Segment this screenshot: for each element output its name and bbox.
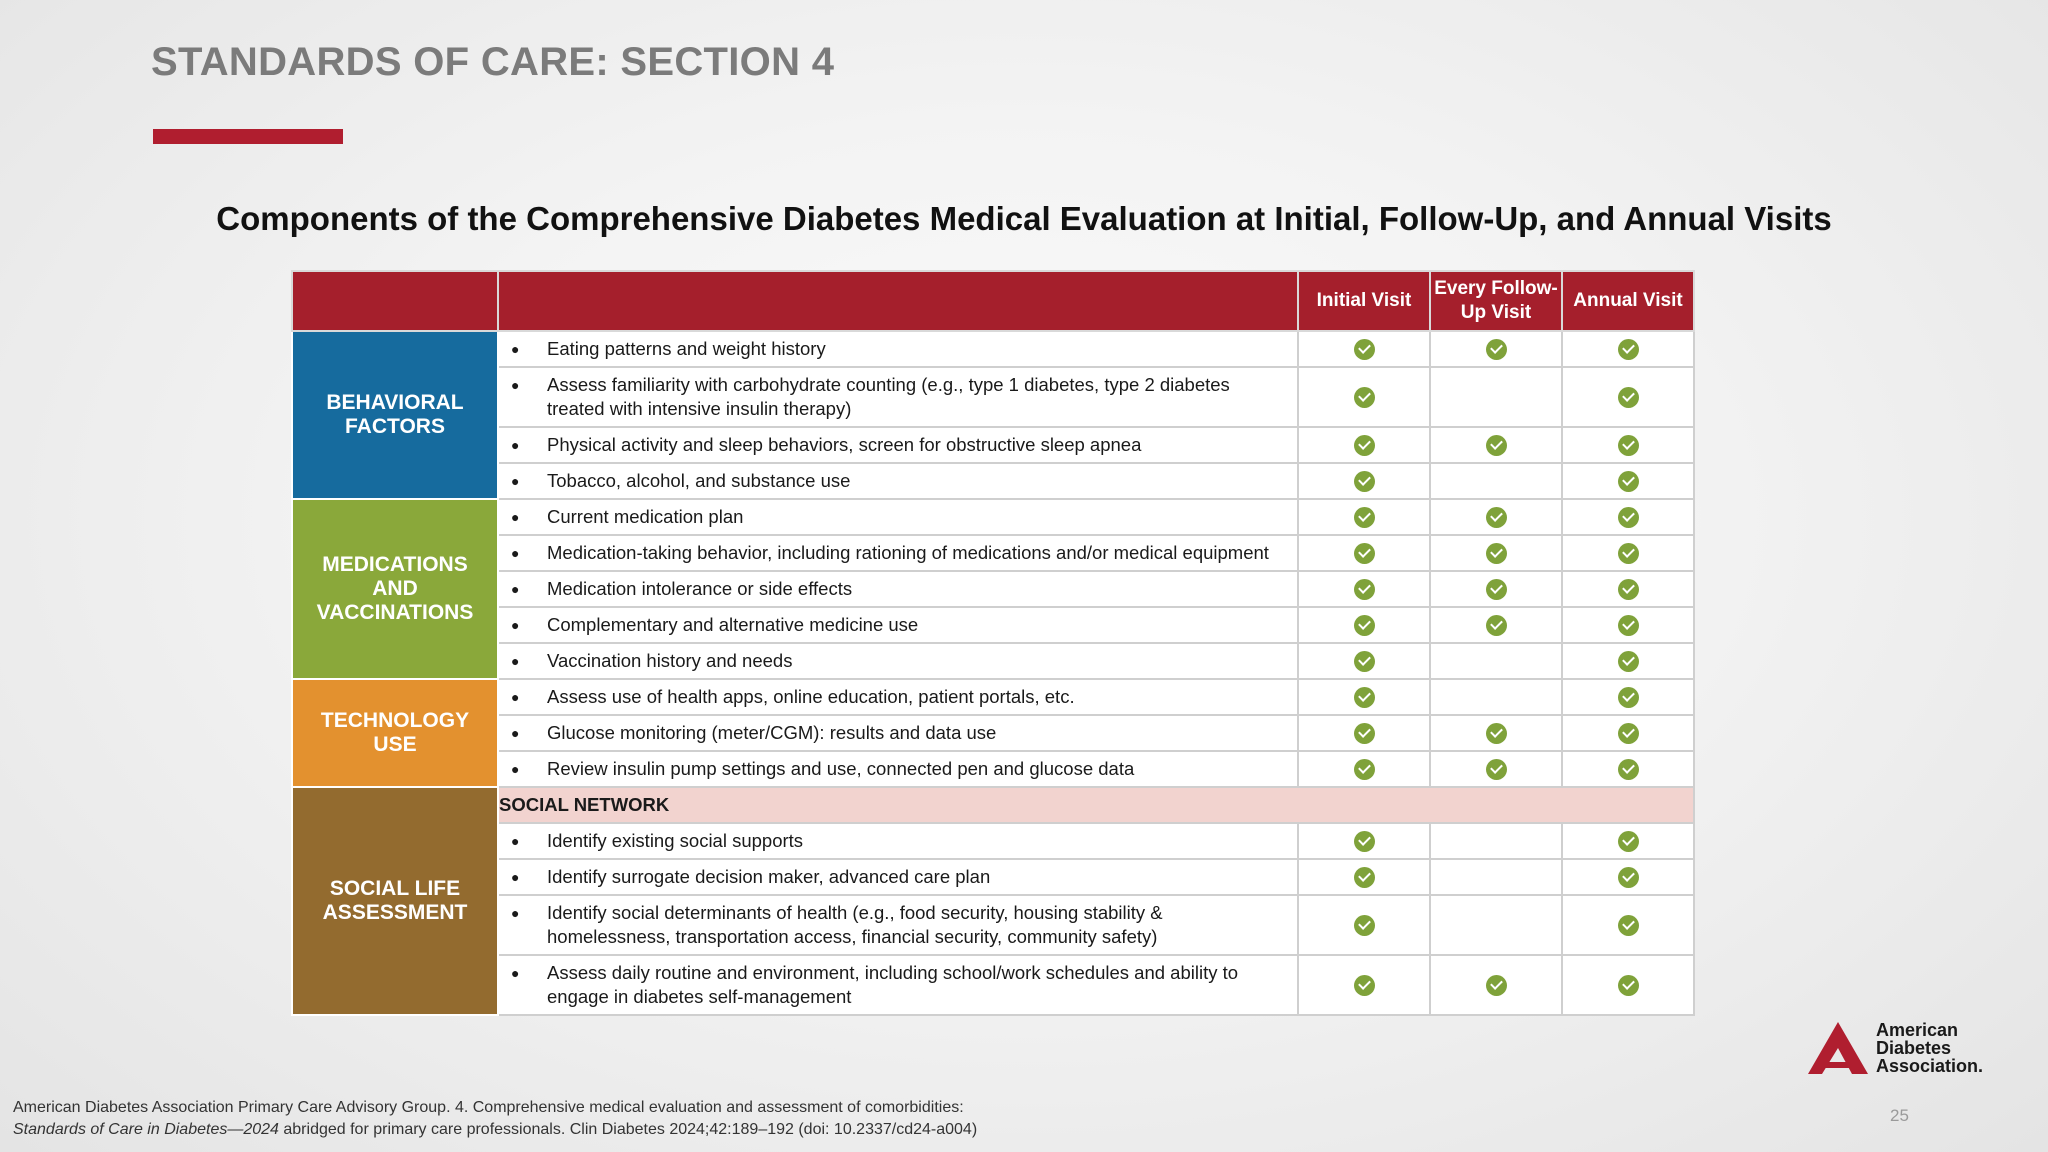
checkmark-icon: [1486, 507, 1507, 528]
component-text: Assess use of health apps, online education, patient portals, etc.: [547, 686, 1075, 707]
table-row: [292, 427, 1694, 463]
checkmark-icon: [1354, 543, 1375, 564]
component-text: Identify existing social supports: [547, 830, 804, 851]
checkmark-icon: [1354, 867, 1375, 888]
bullet-icon: ●: [511, 581, 520, 597]
subheader-social-network: SOCIAL NETWORK: [498, 787, 1694, 823]
checkmark-icon: [1486, 759, 1507, 780]
component-cell: [498, 331, 1298, 367]
visit-annual-cell: [1562, 367, 1694, 427]
title-accent-bar: [153, 129, 343, 144]
checkmark-icon: [1618, 915, 1639, 936]
component-cell: [498, 499, 1298, 535]
table-row: [292, 607, 1694, 643]
logo-line-2: Diabetes: [1876, 1038, 1952, 1058]
checkmark-icon: [1354, 387, 1375, 408]
checkmark-icon: [1354, 687, 1375, 708]
checkmark-icon: [1618, 435, 1639, 456]
component-cell: [498, 463, 1298, 499]
visit-annual-cell: [1562, 331, 1694, 367]
checkmark-icon: [1354, 471, 1375, 492]
table-row: [292, 463, 1694, 499]
category-label: TECHNOLOGY USE: [320, 709, 470, 756]
category-label: MEDICATIONS AND VACCINATIONS: [316, 553, 474, 624]
slide-title: STANDARDS OF CARE: SECTION 4: [151, 40, 835, 84]
component-cell: [498, 535, 1298, 571]
visit-annual-cell: [1562, 607, 1694, 643]
bullet-icon: ●: [511, 965, 520, 981]
ada-logo: [1808, 1020, 1993, 1076]
table-row: [292, 571, 1694, 607]
component-text: Complementary and alternative medicine use: [547, 614, 919, 635]
visit-initial-cell: [1298, 823, 1430, 859]
visit-followup-cell: [1430, 367, 1562, 427]
visit-followup-cell: [1430, 715, 1562, 751]
component-cell: [498, 955, 1298, 1015]
visit-annual-cell: [1562, 751, 1694, 787]
bullet-icon: ●: [511, 653, 520, 669]
component-text: Physical activity and sleep behaviors, screen for obstructive sleep apnea: [547, 434, 1142, 455]
bullet-icon: ●: [511, 725, 520, 741]
checkmark-icon: [1618, 615, 1639, 636]
visit-annual-cell: [1562, 715, 1694, 751]
checkmark-icon: [1486, 723, 1507, 744]
component-text: Eating patterns and weight history: [547, 338, 826, 359]
checkmark-icon: [1486, 615, 1507, 636]
table-title: Components of the Comprehensive Diabetes Medical Evaluation at Initial, Follow-Up, and Annual Visits: [216, 200, 1832, 237]
visit-initial-cell: [1298, 499, 1430, 535]
visit-followup-cell: [1430, 895, 1562, 955]
visit-initial-cell: [1298, 751, 1430, 787]
visit-followup-cell: [1430, 751, 1562, 787]
citation-line2: [13, 1119, 977, 1141]
visit-annual-cell: [1562, 895, 1694, 955]
citation-details: abridged for primary care professionals. Clin Diabetes 2024;42:189–192 (doi: 10.2337/cd24-a004): [278, 1121, 978, 1138]
checkmark-icon: [1618, 759, 1639, 780]
visit-followup-cell: [1430, 679, 1562, 715]
citation: [13, 1097, 977, 1141]
table-row: [292, 823, 1694, 859]
checkmark-icon: [1618, 507, 1639, 528]
header-component-blank: [498, 271, 1298, 331]
bullet-icon: ●: [511, 689, 520, 705]
table-row: [292, 751, 1694, 787]
logo-line-3: Association.: [1876, 1056, 1984, 1076]
visit-initial-cell: [1298, 643, 1430, 679]
visit-followup-cell: [1430, 571, 1562, 607]
citation-journal-title: Standards of Care in Diabetes—2024: [13, 1121, 279, 1138]
table-row: [292, 535, 1694, 571]
component-text: Assess familiarity with carbohydrate counting (e.g., type 1 diabetes, type 2 diabetes treated with intensive insulin therapy): [547, 374, 1230, 419]
component-text: Review insulin pump settings and use, connected pen and glucose data: [547, 758, 1135, 779]
component-text: Glucose monitoring (meter/CGM): results and data use: [547, 722, 997, 743]
checkmark-icon: [1354, 915, 1375, 936]
ada-logo-text: [1876, 1021, 1983, 1075]
logo-line-1: American: [1876, 1020, 1959, 1040]
table-row: [292, 955, 1694, 1015]
visit-followup-cell: [1430, 427, 1562, 463]
visit-initial-cell: [1298, 679, 1430, 715]
component-text: Medication intolerance or side effects: [547, 578, 853, 599]
visit-followup-cell: [1430, 535, 1562, 571]
header-initial-visit: Initial Visit: [1298, 271, 1430, 331]
visit-annual-cell: [1562, 427, 1694, 463]
component-cell: [498, 823, 1298, 859]
bullet-icon: ●: [511, 509, 520, 525]
bullet-icon: ●: [511, 473, 520, 489]
checkmark-icon: [1618, 687, 1639, 708]
bullet-icon: ●: [511, 377, 520, 393]
visit-followup-cell: [1430, 643, 1562, 679]
table-row: [292, 499, 1694, 535]
bullet-icon: ●: [511, 437, 520, 453]
checkmark-icon: [1354, 579, 1375, 600]
checkmark-icon: [1486, 435, 1507, 456]
visit-annual-cell: [1562, 955, 1694, 1015]
component-cell: [498, 571, 1298, 607]
checkmark-icon: [1618, 651, 1639, 672]
checkmark-icon: [1354, 651, 1375, 672]
component-cell: [498, 679, 1298, 715]
visit-initial-cell: [1298, 895, 1430, 955]
checkmark-icon: [1618, 543, 1639, 564]
checkmark-icon: [1354, 759, 1375, 780]
visit-annual-cell: [1562, 463, 1694, 499]
checkmark-icon: [1354, 831, 1375, 852]
header-category-blank: [292, 271, 498, 331]
visit-followup-cell: [1430, 331, 1562, 367]
checkmark-icon: [1618, 975, 1639, 996]
bullet-icon: ●: [511, 545, 520, 561]
table-body: [292, 331, 1694, 1015]
checkmark-icon: [1354, 339, 1375, 360]
component-text: Medication-taking behavior, including rationing of medications and/or medical equipment: [547, 542, 1269, 563]
bullet-icon: ●: [511, 869, 520, 885]
checkmark-icon: [1618, 471, 1639, 492]
category-behavioral-factors: [292, 331, 498, 499]
bullet-icon: ●: [511, 905, 520, 921]
category-social-life-assessment: [292, 787, 498, 1015]
subheader-row: [292, 787, 1694, 823]
visit-initial-cell: [1298, 955, 1430, 1015]
bullet-icon: ●: [511, 617, 520, 633]
visit-annual-cell: [1562, 823, 1694, 859]
component-cell: [498, 715, 1298, 751]
visit-initial-cell: [1298, 331, 1430, 367]
component-text: Vaccination history and needs: [547, 650, 793, 671]
table-row: [292, 859, 1694, 895]
category-label: SOCIAL LIFE ASSESSMENT: [322, 877, 468, 924]
visit-followup-cell: [1430, 607, 1562, 643]
checkmark-icon: [1618, 831, 1639, 852]
category-medications-vaccinations: [292, 499, 498, 679]
bullet-icon: ●: [511, 833, 520, 849]
checkmark-icon: [1354, 507, 1375, 528]
header-annual-visit: Annual Visit: [1562, 271, 1694, 331]
component-cell: [498, 751, 1298, 787]
checkmark-icon: [1354, 615, 1375, 636]
bullet-icon: ●: [511, 761, 520, 777]
checkmark-icon: [1618, 579, 1639, 600]
table-row: [292, 679, 1694, 715]
visit-annual-cell: [1562, 571, 1694, 607]
component-cell: [498, 367, 1298, 427]
visit-annual-cell: [1562, 535, 1694, 571]
checkmark-icon: [1354, 975, 1375, 996]
checkmark-icon: [1354, 723, 1375, 744]
component-text: Assess daily routine and environment, including school/work schedules and ability to engage in diabetes self-management: [547, 962, 1239, 1007]
checkmark-icon: [1618, 867, 1639, 888]
component-cell: [498, 895, 1298, 955]
component-cell: [498, 607, 1298, 643]
visit-annual-cell: [1562, 643, 1694, 679]
checkmark-icon: [1354, 435, 1375, 456]
page-number: 25: [1890, 1106, 1909, 1125]
checkmark-icon: [1486, 339, 1507, 360]
visit-followup-cell: [1430, 823, 1562, 859]
visit-initial-cell: [1298, 463, 1430, 499]
visit-followup-cell: [1430, 463, 1562, 499]
visit-initial-cell: [1298, 715, 1430, 751]
header-followup-visit: Every Follow-Up Visit: [1430, 271, 1562, 331]
visit-annual-cell: [1562, 499, 1694, 535]
citation-line1: American Diabetes Association Primary Care Advisory Group. 4. Comprehensive medical evaluation and assessment of comorbidities:: [13, 1099, 964, 1116]
visit-annual-cell: [1562, 859, 1694, 895]
visit-followup-cell: [1430, 955, 1562, 1015]
component-cell: [498, 427, 1298, 463]
table-row: [292, 715, 1694, 751]
table-row: [292, 331, 1694, 367]
table-header-row: [292, 271, 1694, 331]
component-cell: [498, 859, 1298, 895]
component-text: Tobacco, alcohol, and substance use: [547, 470, 851, 491]
visit-initial-cell: [1298, 571, 1430, 607]
checkmark-icon: [1618, 387, 1639, 408]
table-row: [292, 643, 1694, 679]
visit-initial-cell: [1298, 367, 1430, 427]
visit-initial-cell: [1298, 607, 1430, 643]
bullet-icon: ●: [511, 341, 520, 357]
component-text: Current medication plan: [547, 506, 744, 527]
visit-annual-cell: [1562, 679, 1694, 715]
visit-initial-cell: [1298, 427, 1430, 463]
component-text: Identify social determinants of health (e.g., food security, housing stability & homelessness, transportation access, financial security, community safety): [547, 902, 1163, 947]
category-label: BEHAVIORAL FACTORS: [326, 391, 464, 438]
component-cell: [498, 643, 1298, 679]
checkmark-icon: [1486, 543, 1507, 564]
ada-triangle-icon: [1808, 1020, 1870, 1076]
visit-initial-cell: [1298, 859, 1430, 895]
checkmark-icon: [1618, 339, 1639, 360]
checkmark-icon: [1618, 723, 1639, 744]
table-row: [292, 367, 1694, 427]
visit-initial-cell: [1298, 535, 1430, 571]
visit-followup-cell: [1430, 499, 1562, 535]
component-text: Identify surrogate decision maker, advanced care plan: [547, 866, 991, 887]
table-row: [292, 895, 1694, 955]
checkmark-icon: [1486, 579, 1507, 600]
checkmark-icon: [1486, 975, 1507, 996]
visit-followup-cell: [1430, 859, 1562, 895]
category-technology-use: [292, 679, 498, 787]
evaluation-table: [291, 270, 1695, 1016]
